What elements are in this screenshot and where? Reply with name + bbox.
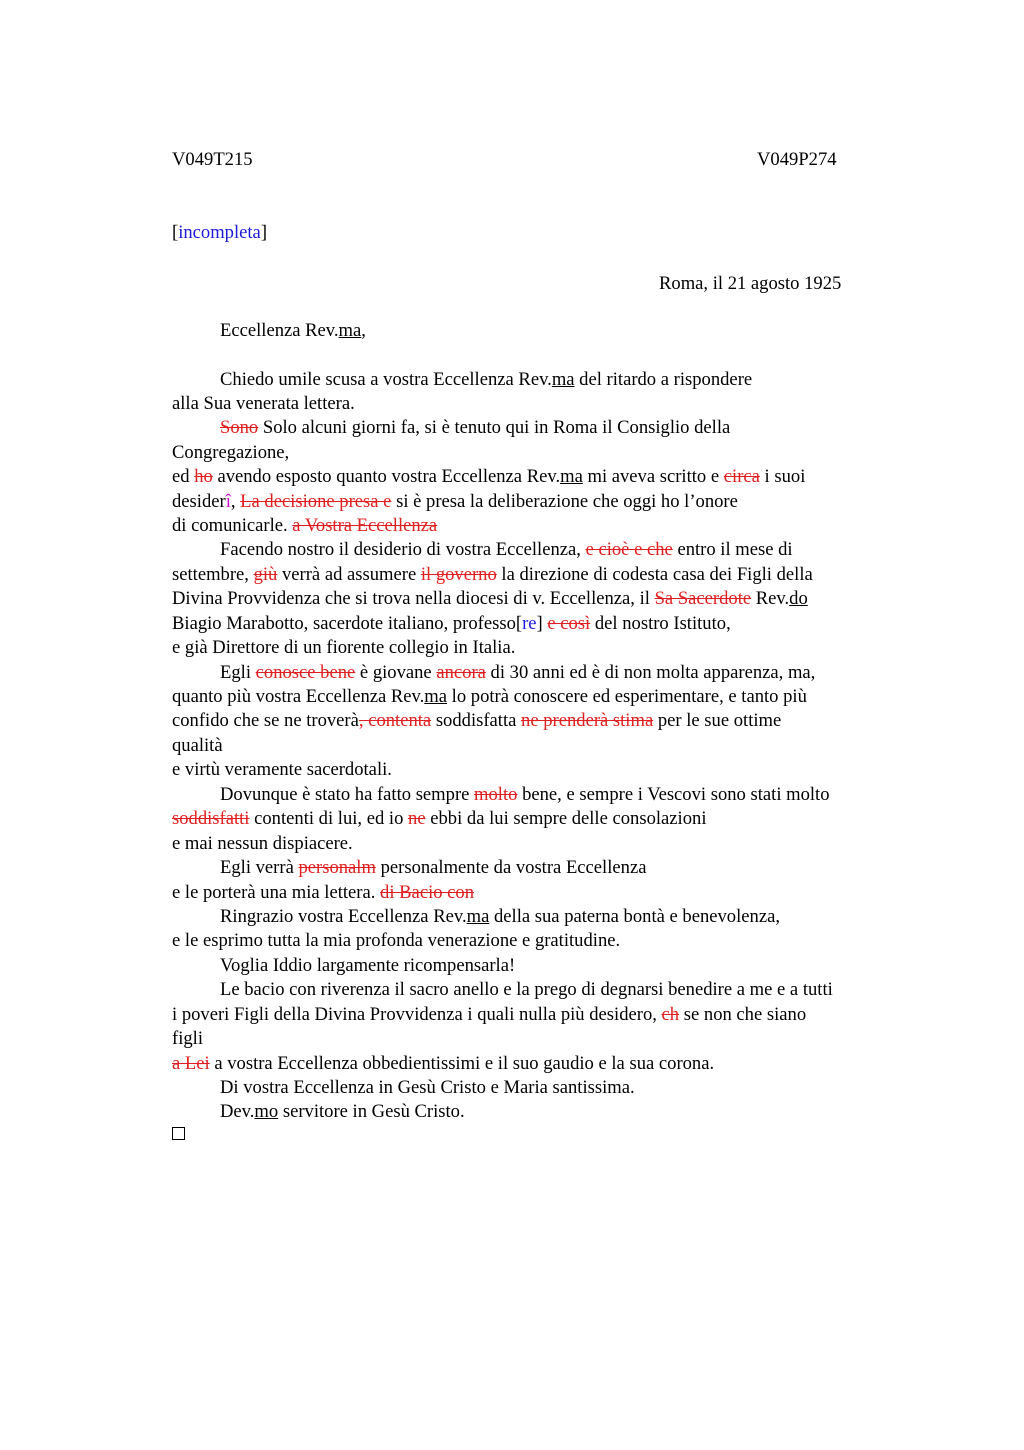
deleted-text: Sono (220, 417, 259, 438)
deleted-text: e così (547, 613, 591, 634)
text-line: Chiedo umile scusa a vostra Eccellenza Rev.ma del ritardo a rispondere (220, 369, 753, 390)
checkbox-square-icon (172, 1127, 185, 1140)
document-code-right: V049P274 (757, 149, 837, 170)
text-line: Facendo nostro il desiderio di vostra Eccellenza, e cioè e che entro il mese di (220, 539, 793, 560)
text-line: a Lei a vostra Eccellenza obbedientissimi e il suo gaudio e la sua corona. (172, 1053, 715, 1074)
deleted-text: circa (723, 466, 760, 487)
text-line: ed ho avendo esposto quanto vostra Eccellenza Rev.ma mi aveva scritto e circa i suoi (172, 466, 806, 487)
deleted-text: personalm (298, 857, 376, 878)
text-line: soddisfatti contenti di lui, ed io ne ebbi da lui sempre delle consolazioni (172, 808, 707, 829)
text-line: quanto più vostra Eccellenza Rev.ma lo potrà conoscere ed esperimentare, e tanto più (172, 686, 807, 707)
text-line: Di vostra Eccellenza in Gesù Cristo e Maria santissima. (220, 1077, 635, 1098)
deleted-text: giù (253, 564, 278, 585)
deleted-text: Sa Sacerdote (654, 588, 752, 609)
text-line: confido che se ne troverà, contenta soddisfatta ne prenderà stima per le sue ottime (172, 710, 782, 731)
deleted-text: soddisfatti (172, 808, 250, 829)
text-line: e le esprimo tutta la mia profonda venerazione e gratitudine. (172, 930, 621, 951)
deleted-text: ch (661, 1004, 680, 1025)
status-note: [incompleta] (172, 222, 268, 243)
text-line: Ringrazio vostra Eccellenza Rev.ma della sua paterna bontà e benevolenza, (220, 906, 780, 927)
text-line: Dev.mo servitore in Gesù Cristo. (220, 1101, 465, 1122)
salutation: Eccellenza Rev.ma, (220, 320, 366, 341)
deleted-text: ho (194, 466, 213, 487)
text-line: Biagio Marabotto, sacerdote italiano, professo[re] e così del nostro Istituto, (172, 613, 731, 634)
deleted-text: a Lei (172, 1053, 210, 1074)
text-line: Egli verrà personalm personalmente da vostra Eccellenza (220, 857, 647, 878)
text-line: Divina Provvidenza che si trova nella diocesi di v. Eccellenza, il Sa Sacerdote Rev.do (172, 588, 808, 609)
text-line: Voglia Iddio largamente ricompensarla! (220, 955, 516, 976)
editorial-insertion: re (522, 613, 537, 634)
deleted-text: e cioè e che (585, 539, 673, 560)
deleted-text: ne prenderà stima (521, 710, 654, 731)
text-line: Sono Solo alcuni giorni fa, si è tenuto qui in Roma il Consiglio della (220, 417, 731, 438)
deleted-text: , contenta (358, 710, 432, 731)
deleted-text: di Bacio con (380, 882, 475, 903)
letter-date: Roma, il 21 agosto 1925 (659, 273, 842, 294)
text-line: Egli conosce bene è giovane ancora di 30 anni ed è di non molta apparenza, ma, (220, 662, 816, 683)
deleted-text: a Vostra Eccellenza (292, 515, 438, 536)
text-line: i poveri Figli della Divina Provvidenza i quali nulla più desidero, ch se non che siano (172, 1004, 807, 1025)
text-line: Dovunque è stato ha fatto sempre molto bene, e sempre i Vescovi sono stati molto (220, 784, 830, 805)
text-line: figli (172, 1028, 203, 1049)
deleted-text: il governo (420, 564, 497, 585)
text-line: settembre, giù verrà ad assumere il governo la direzione di codesta casa dei Figli della (172, 564, 813, 585)
text-line: e mai nessun dispiacere. (172, 833, 353, 854)
editorial-mark: î (225, 491, 231, 512)
text-line: e già Direttore di un fiorente collegio in Italia. (172, 637, 516, 658)
text-line: desiderî, La decisione presa e si è presa la deliberazione che oggi ho l’onore (172, 491, 738, 512)
status-label: incompleta (178, 222, 261, 243)
deleted-text: ancora (436, 662, 486, 683)
deleted-text: conosce bene (255, 662, 356, 683)
document-code-left: V049T215 (172, 149, 253, 170)
text-line: alla Sua venerata lettera. (172, 393, 355, 414)
deleted-text: La decisione presa e (240, 491, 392, 512)
text-line: e virtù veramente sacerdotali. (172, 759, 392, 780)
text-line: Congregazione, (172, 442, 290, 463)
text-line: e le porterà una mia lettera. di Bacio con (172, 882, 475, 903)
text-line: di comunicarle. a Vostra Eccellenza (172, 515, 438, 536)
deleted-text: molto (474, 784, 518, 805)
text-line: Le bacio con riverenza il sacro anello e la prego di degnarsi benedire a me e a tutti (220, 979, 833, 1000)
text-line: qualità (172, 735, 223, 756)
deleted-text: ne (408, 808, 426, 829)
